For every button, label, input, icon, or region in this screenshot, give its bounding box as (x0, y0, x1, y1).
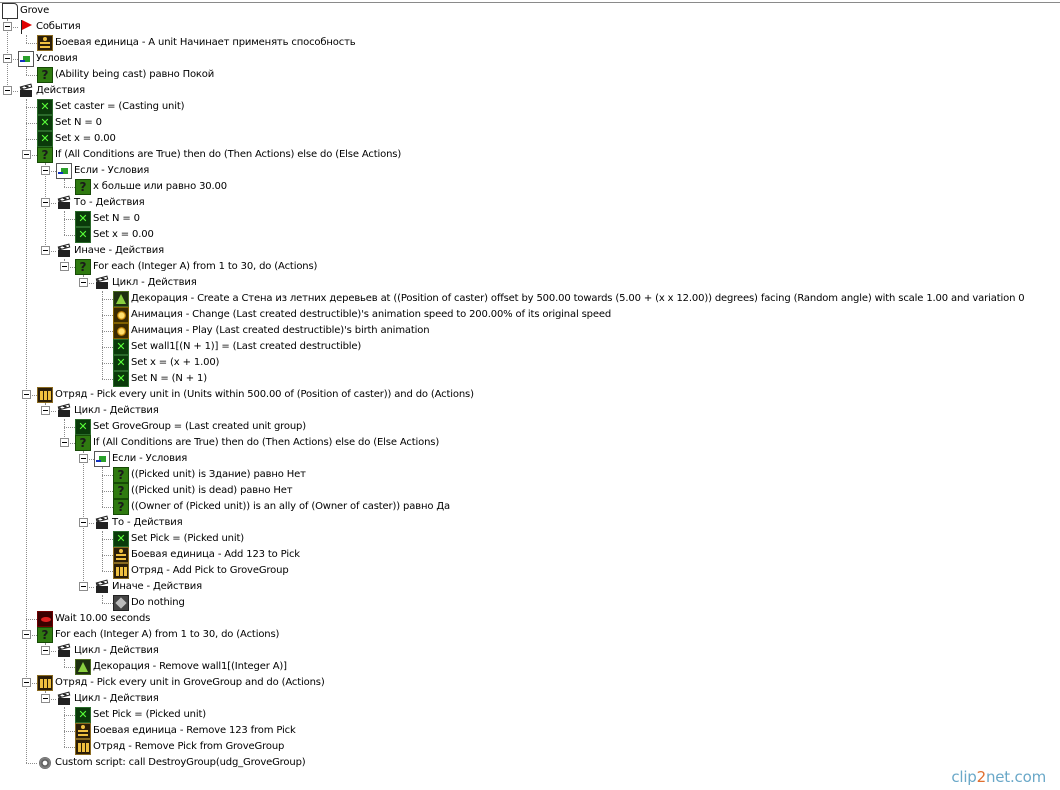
tree-connector-horizontal (102, 539, 113, 540)
question-icon: ? (75, 259, 91, 275)
collapse-button[interactable] (41, 694, 50, 703)
custom-script-icon (37, 755, 53, 771)
condition-icon (56, 163, 72, 179)
set-variable-icon: ✕ (113, 371, 129, 387)
tree-connector-horizontal (26, 107, 37, 108)
tree-row[interactable] (0, 755, 1060, 771)
set-variable-icon: ✕ (113, 531, 129, 547)
tree-row[interactable] (0, 563, 1060, 579)
tree-row[interactable] (0, 419, 1060, 435)
collapse-button[interactable] (79, 582, 88, 591)
tree-item-label[interactable]: Set N = 0 (55, 117, 102, 128)
tree-item-label[interactable]: Set x = 0.00 (55, 133, 116, 144)
trigger-tree[interactable] (0, 2, 1060, 772)
collapse-button[interactable] (22, 678, 31, 687)
watermark-prefix: clip (951, 768, 977, 786)
clip2net-watermark (951, 768, 1046, 786)
collapse-button[interactable] (22, 630, 31, 639)
clapper-icon (56, 195, 72, 211)
set-variable-icon: ✕ (113, 339, 129, 355)
tree-row[interactable] (0, 435, 1060, 451)
collapse-button[interactable] (60, 262, 69, 271)
tree-row[interactable] (0, 595, 1060, 611)
tree-row[interactable] (0, 675, 1060, 691)
tree-row[interactable] (0, 547, 1060, 563)
tree-connector-horizontal (64, 747, 75, 748)
tree-item-label[interactable]: Декорация - Remove wall1[(Integer A)] (93, 661, 287, 672)
tree-row[interactable] (0, 467, 1060, 483)
tree-item-label[interactable]: Set wall1[(N + 1)] = (Last created destructible) (131, 341, 362, 352)
clapper-icon (94, 579, 110, 595)
tree-item-label[interactable]: Условия (36, 53, 78, 64)
tree-row[interactable] (0, 323, 1060, 339)
tree-row[interactable] (0, 227, 1060, 243)
tree-row[interactable] (0, 371, 1060, 387)
tree-item-label[interactable]: If (All Conditions are True) then do (Then Actions) else do (Else Actions) (93, 437, 440, 448)
tree-item-label[interactable]: Иначе - Действия (74, 245, 164, 256)
tree-row[interactable] (0, 179, 1060, 195)
question-icon: ? (37, 67, 53, 83)
watermark-two: 2 (976, 768, 986, 786)
unit-group-icon (113, 563, 129, 579)
condition-icon (18, 51, 34, 67)
destructible-icon (113, 291, 129, 307)
tree-row[interactable] (0, 387, 1060, 403)
tree-connector-horizontal (26, 763, 37, 764)
tree-item-label[interactable]: Если - Условия (112, 453, 188, 464)
tree-item-label[interactable]: For each (Integer A) from 1 to 30, do (Actions) (93, 261, 318, 272)
collapse-button[interactable] (79, 518, 88, 527)
tree-item-label[interactable]: То - Действия (112, 517, 183, 528)
tree-item-label[interactable]: Set x = 0.00 (93, 229, 154, 240)
clapper-icon (94, 275, 110, 291)
question-icon: ? (75, 435, 91, 451)
question-icon: ? (37, 627, 53, 643)
tree-item-label[interactable]: Set x = (x + 1.00) (131, 357, 220, 368)
tree-connector-horizontal (64, 187, 75, 188)
set-variable-icon: ✕ (75, 707, 91, 723)
unit-group-icon (37, 387, 53, 403)
tree-item-label[interactable]: Боевая единица - Remove 123 from Pick (93, 725, 296, 736)
tree-item-label[interactable]: Set N = 0 (93, 213, 140, 224)
set-variable-icon: ✕ (37, 131, 53, 147)
tree-item-label[interactable]: Если - Условия (74, 165, 150, 176)
clapper-icon (18, 83, 34, 99)
tree-item-label[interactable]: Set Pick = (Picked unit) (131, 533, 244, 544)
tree-connector-horizontal (102, 491, 113, 492)
tree-item-label[interactable]: Set Pick = (Picked unit) (93, 709, 206, 720)
tree-row[interactable] (0, 243, 1060, 259)
tree-item-label[interactable]: ((Owner of (Picked unit)) is an ally of (Owner of caster)) равно Да (131, 501, 450, 512)
tree-item-label[interactable]: Цикл - Действия (112, 277, 197, 288)
tree-connector-horizontal (26, 619, 37, 620)
tree-row[interactable] (0, 291, 1060, 307)
tree-item-label[interactable]: Боевая единица - A unit Начинает применять способность (55, 37, 356, 48)
animation-icon (113, 323, 129, 339)
question-icon: ? (113, 483, 129, 499)
tree-item-label[interactable]: Отряд - Pick every unit in GroveGroup and do (Actions) (55, 677, 325, 688)
tree-item-label[interactable]: То - Действия (74, 197, 145, 208)
tree-row[interactable] (0, 3, 1060, 19)
page-icon (2, 3, 18, 19)
tree-item-label[interactable]: Отряд - Add Pick to GroveGroup (131, 565, 289, 576)
tree-item-label[interactable]: Анимация - Play (Last created destructible)'s birth animation (131, 325, 430, 336)
tree-connector-horizontal (26, 139, 37, 140)
tree-row[interactable] (0, 147, 1060, 163)
tree-row[interactable] (0, 531, 1060, 547)
collapse-button[interactable] (60, 438, 69, 447)
tree-row[interactable] (0, 163, 1060, 179)
clapper-icon (56, 403, 72, 419)
tree-connector-horizontal (102, 603, 113, 604)
collapse-button[interactable] (3, 86, 12, 95)
unit-group-icon (37, 675, 53, 691)
tree-item-label[interactable]: Do nothing (131, 597, 185, 608)
tree-row[interactable] (0, 83, 1060, 99)
tree-connector-horizontal (102, 315, 113, 316)
clapper-icon (56, 643, 72, 659)
tree-row[interactable] (0, 339, 1060, 355)
tree-row[interactable] (0, 19, 1060, 35)
animation-icon (113, 307, 129, 323)
tree-connector-horizontal (102, 475, 113, 476)
tree-row[interactable] (0, 483, 1060, 499)
tree-row[interactable] (0, 259, 1060, 275)
tree-item-label[interactable]: Иначе - Действия (112, 581, 202, 592)
tree-connector-horizontal (64, 731, 75, 732)
tree-connector-horizontal (102, 555, 113, 556)
tree-item-label[interactable]: Отряд - Pick every unit in (Units within 500.00 of (Position of caster)) and do (Actions) (55, 389, 474, 400)
set-variable-icon: ✕ (37, 99, 53, 115)
tree-row[interactable] (0, 643, 1060, 659)
tree-item-label[interactable]: Анимация - Change (Last created destructible)'s animation speed to 200.00% of its original speed (131, 309, 612, 320)
unit-icon (113, 547, 129, 563)
tree-item-label[interactable]: Set caster = (Casting unit) (55, 101, 185, 112)
collapse-button[interactable] (41, 406, 50, 415)
unit-icon (75, 723, 91, 739)
tree-item-label[interactable]: Wait 10.00 seconds (55, 613, 151, 624)
collapse-button[interactable] (41, 198, 50, 207)
tree-row[interactable] (0, 195, 1060, 211)
tree-item-label[interactable]: Custom script: call DestroyGroup(udg_GroveGroup) (55, 757, 306, 768)
tree-connector-horizontal (64, 235, 75, 236)
tree-item-label[interactable]: For each (Integer A) from 1 to 30, do (Actions) (55, 629, 280, 640)
question-icon: ? (113, 499, 129, 515)
unit-icon (37, 35, 53, 51)
tree-item-label[interactable]: Декорация - Create a Стена из летних деревьев at ((Position of caster) offset by 500.00 towards (5.00 + (x x 12.00)) degrees) facing (Random angle) with scale 1.00 and variation 0 (131, 293, 1025, 304)
tree-connector-horizontal (26, 43, 37, 44)
collapse-button[interactable] (41, 646, 50, 655)
set-variable-icon: ✕ (75, 419, 91, 435)
tree-row[interactable] (0, 451, 1060, 467)
tree-row[interactable] (0, 499, 1060, 515)
tree-connector-horizontal (64, 667, 75, 668)
set-variable-icon: ✕ (75, 227, 91, 243)
wait-icon (37, 611, 53, 627)
tree-row[interactable] (0, 355, 1060, 371)
tree-item-label[interactable]: If (All Conditions are True) then do (Then Actions) else do (Else Actions) (55, 149, 402, 160)
tree-item-label[interactable]: Set GroveGroup = (Last created unit group) (93, 421, 306, 432)
tree-connector-horizontal (102, 331, 113, 332)
set-variable-icon: ✕ (37, 115, 53, 131)
tree-item-label[interactable]: (Ability being cast) равно Покой (55, 69, 215, 80)
tree-row[interactable] (0, 723, 1060, 739)
tree-row[interactable] (0, 515, 1060, 531)
tree-item-label[interactable]: Цикл - Действия (74, 693, 159, 704)
tree-connector-horizontal (64, 219, 75, 220)
tree-connector-horizontal (102, 347, 113, 348)
collapse-button[interactable] (41, 166, 50, 175)
tree-row[interactable] (0, 211, 1060, 227)
collapse-button[interactable] (22, 390, 31, 399)
tree-row[interactable] (0, 35, 1060, 51)
tree-row[interactable] (0, 627, 1060, 643)
collapse-button[interactable] (3, 22, 12, 31)
collapse-button[interactable] (22, 150, 31, 159)
tree-connector-horizontal (102, 571, 113, 572)
tree-item-label[interactable]: ((Picked unit) is dead) равно Нет (131, 485, 293, 496)
tree-item-label[interactable]: Set N = (N + 1) (131, 373, 207, 384)
tree-connector-horizontal (102, 379, 113, 380)
set-variable-icon: ✕ (113, 355, 129, 371)
question-icon: ? (75, 179, 91, 195)
flag-icon (18, 19, 34, 35)
tree-row[interactable] (0, 579, 1060, 595)
set-variable-icon: ✕ (75, 211, 91, 227)
tree-item-label[interactable]: Действия (36, 85, 85, 96)
collapse-button[interactable] (79, 454, 88, 463)
tree-connector-horizontal (102, 299, 113, 300)
tree-row[interactable] (0, 99, 1060, 115)
tree-connector-horizontal (64, 427, 75, 428)
tree-row[interactable] (0, 51, 1060, 67)
tree-item-label[interactable]: Grove (20, 5, 50, 16)
watermark-suffix: net.com (985, 768, 1046, 786)
tree-row[interactable] (0, 275, 1060, 291)
question-icon: ? (37, 147, 53, 163)
tree-item-label[interactable]: Цикл - Действия (74, 645, 159, 656)
tree-row[interactable] (0, 691, 1060, 707)
clapper-icon (56, 691, 72, 707)
collapse-button[interactable] (41, 246, 50, 255)
tree-item-label[interactable]: x больше или равно 30.00 (93, 181, 227, 192)
tree-connector-horizontal (26, 75, 37, 76)
clapper-icon (56, 243, 72, 259)
tree-connector-horizontal (102, 363, 113, 364)
tree-row[interactable] (0, 67, 1060, 83)
collapse-button[interactable] (3, 54, 12, 63)
tree-row[interactable] (0, 307, 1060, 323)
destructible-icon (75, 659, 91, 675)
question-icon: ? (113, 467, 129, 483)
tree-item-label[interactable]: События (36, 21, 81, 32)
tree-connector-horizontal (102, 507, 113, 508)
unit-group-icon (75, 739, 91, 755)
do-nothing-icon (113, 595, 129, 611)
tree-row[interactable] (0, 131, 1060, 147)
tree-row[interactable] (0, 659, 1060, 675)
tree-item-label[interactable]: ((Picked unit) is Здание) равно Нет (131, 469, 306, 480)
tree-item-label[interactable]: Боевая единица - Add 123 to Pick (131, 549, 300, 560)
tree-row[interactable] (0, 403, 1060, 419)
clapper-icon (94, 515, 110, 531)
tree-row[interactable] (0, 115, 1060, 131)
condition-icon (94, 451, 110, 467)
collapse-button[interactable] (79, 278, 88, 287)
tree-connector-horizontal (64, 715, 75, 716)
tree-row[interactable] (0, 739, 1060, 755)
tree-row[interactable] (0, 707, 1060, 723)
tree-item-label[interactable]: Цикл - Действия (74, 405, 159, 416)
tree-item-label[interactable]: Отряд - Remove Pick from GroveGroup (93, 741, 285, 752)
tree-connector-horizontal (26, 123, 37, 124)
tree-row[interactable] (0, 611, 1060, 627)
